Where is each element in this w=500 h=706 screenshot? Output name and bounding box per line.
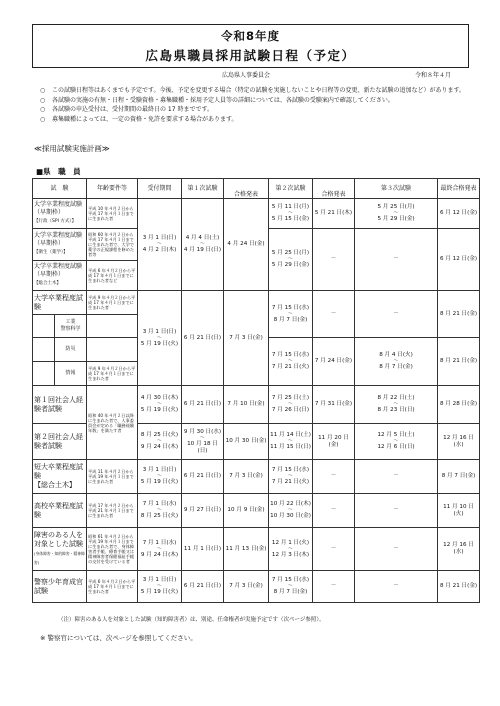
- table-row: 防災 7 月 15 日(水) ～ 7 月 21 日(火) 7 月 24 日(金) 8 月 4 日(火) ～ 8 月 7 日(金) 8 月 21 日(金): [33, 338, 480, 362]
- table-row: 警察少年育成官試験 平成 6 年４月２日から平成 17 年４月１日までに生まれた者 3 月 1 日(日) ～ 5 月 19 日(火) 6 月 21 日(日) 7 月 3 日(金) 7 月 15 日(水) ～ 8 月 7 日(金) － － 8 月 21 日(金): [33, 571, 480, 603]
- date: 令和８年４月: [415, 72, 452, 79]
- table-row: 大学卒業程度試験（早期枠） 【総合土木】 平成 6 年４月２日から平成 17 年４月１日までに生まれた者など: [33, 261, 480, 291]
- table-row: 工業 警察科学: [33, 315, 480, 338]
- header-final: 最終合格発表: [438, 179, 480, 199]
- header-second: 第２次試験: [269, 179, 313, 199]
- category-heading: ■県 職 員: [36, 167, 81, 176]
- table-row: 大学卒業程度試験 平成 9 年４月２日から平成 17 年４月１日までに生まれた者 3 月 1 日(日) ～ 5 月 19 日(火) 6 月 21 日(日) 7 月 3 日(金) 7 月 15 日(水) ～ 8 月 7 日(金) － － 8 月 21 日(金): [33, 291, 480, 315]
- footnote: （注）障害のある人を対象とした試験（知的障害者）は、別途、任命権者が実施予定です（次ページ参照）。: [58, 617, 325, 623]
- header-exam: 試 験: [33, 179, 87, 199]
- plan-heading: ≪採用試験実施計画≫: [34, 144, 110, 153]
- title-box: [32, 24, 469, 68]
- header-third: 第３次試験: [355, 179, 438, 199]
- title-line1: 令和8年度: [220, 29, 280, 43]
- schedule-table: [32, 178, 480, 603]
- note-item: ○ 募集職種によっては、一定の資格・免許を要求する場合があります。: [40, 115, 238, 123]
- note-item: ○ 各試験の申込受付は、受付期間の最終日の 17 時までです。: [40, 106, 213, 113]
- table-row: 第１回社会人経験者試験 昭和 40 年４月２日以降に生まれた者で、人事委員会が定める「職務経験年数」を満たす者 4 月 30 日(木) ～ 5 月 19 日(火) 6 月 21 日(日) 7 月 10 日(金) 7 月 25 日(土) ～ 7 月 26 日(日) 7 月 31 日(金) 8 月 22 日(土) ～ 8 月 23 日(日) 8 月 28 日(金): [33, 386, 480, 424]
- table-row: 大学卒業程度試験（早期枠） 【衛生（薬学）】 昭和 60 年４月２日から平成 17 年４月１日までに生まれた者で、大学で薬学の正規課程を修めた者等 5 月 25 日(月) ～ 5 月 29 日(金) － － 6 月 12 日(金): [33, 229, 480, 261]
- notes-list: [40, 86, 480, 124]
- bottom-note: ※ 警察官については、次ページを参照してください。: [40, 634, 197, 642]
- note-item: ○ この試験日程等はあくまでも予定です。今後、予定を変更する場合（特定の試験を実施しないことや日程等の変更、新たな試験の追加など）があります。: [40, 87, 466, 94]
- note-item: ○ 各試験の実施の有無・日程・受験資格・募集職種・採用予定人員等の詳細については、各試験の受験案内で確認してください。: [40, 96, 394, 104]
- header-first-pass: 合格発表: [224, 179, 269, 199]
- title-line2: 広島県職員採用試験日程（予定）: [145, 48, 356, 63]
- table-row: 大学卒業程度試験（早期枠） 【行政（SPI 方式）】 平成 10 年４月２日から平成 17 年４月１日までに生まれた者 3 月 1 日(日) ～ 4 月 2 日(木) 4 月 4 日(土) ～ 4 月 19 日(日) 4 月 24 日(金) 5 月 11 日(月) ～ 5 月 15 日(金) 5 月 21 日(木) 5 月 25 日(月) ～ 5 月 29 日(金) 6 月 12 日(金): [33, 199, 480, 229]
- table-row: 第２回社会人経験者試験 8 月 25 日(火) ～ 9 月 24 日(木) 9 月 30 日(水) ～ 10 月 18 日(日) 10 月 30 日(金) 11 月 14 日(土) ～ 11 月 15 日(日) 11 月 20 日(金) 12 月 5 日(土) ～ 12 月 6 日(日) 12 月 16 日(水): [33, 424, 480, 460]
- header-row: [33, 179, 480, 189]
- header-age: 年齢要件等: [87, 179, 138, 199]
- header-first: 第１次試験: [182, 179, 224, 199]
- table-row: 短大卒業程度試験 【総合土木】 平成 11 年４月２日から平成 19 年４月１日までに生まれた者 3 月 1 日(日) ～ 5 月 19 日(火) 6 月 21 日(日) 7 月 3 日(金) 7 月 15 日(水) ～ 7 月 21 日(火) － － 8 月 7 日(金): [33, 460, 480, 494]
- header-second-pass: 合格発表: [313, 179, 355, 199]
- header-period: 受付期間: [138, 179, 182, 199]
- table-row: 障害のある人を対象とした試験 (身体障害・知的障害・精神障害) 昭和 61 年４月２日から平成 19 年４月１日までに生まれた者で、身体障害者手帳、療育手帳又は精神障害者保健福祉手帳の交付を受けている者 7 月 1 日(水) ～ 9 月 24 日(木) 11 月 1 日(日) 11 月 13 日(金) 12 月 1 日(火) ～ 12 月 3 日(木) － － 12 月 16 日(水): [33, 528, 480, 571]
- table-row: 情報 平成 9 年４月２日から平成 17 年４月１日までに生まれた者: [33, 362, 480, 386]
- table-row: 高校卒業程度試験 平成 17 年４月２日から平成 21 年４月１日までに生まれた者 7 月 1 日(水) ～ 8 月 25 日(火) 9 月 27 日(日) 10 月 9 日(金) 10 月 22 日(木) ～ 10 月 30 日(金) － － 11 月 10 日(火): [33, 494, 480, 528]
- issuer: 広島県人事委員会: [222, 72, 271, 79]
